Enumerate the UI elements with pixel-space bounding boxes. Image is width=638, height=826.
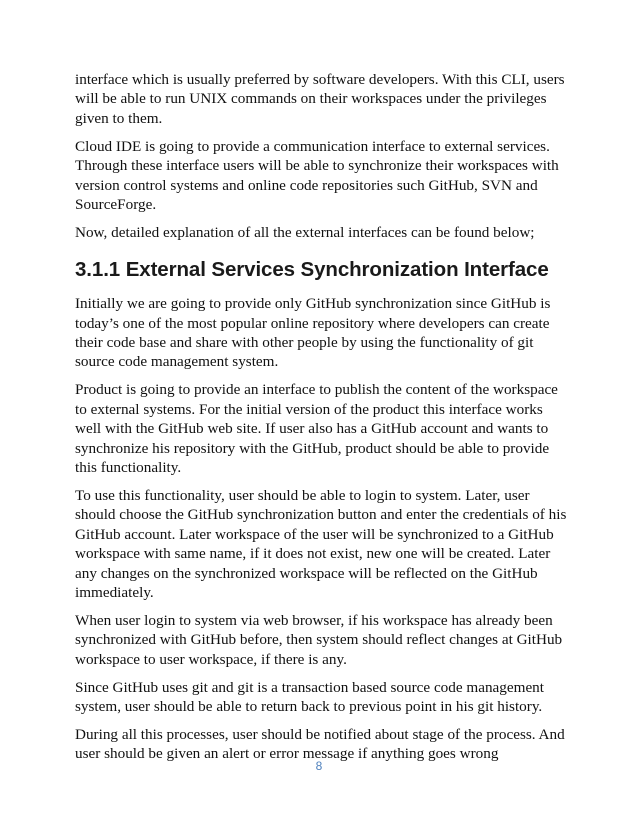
paragraph-communication-interface: Cloud IDE is going to provide a communication interface to external services. Through these interface users will be able to synchronize their workspaces with version control systems and online code repositories such GitHub, SVN and SourceForge. bbox=[75, 137, 559, 213]
paragraph-explanation-intro: Now, detailed explanation of all the external interfaces can be found below; bbox=[75, 223, 535, 241]
paragraph-browser-login: When user login to system via web browser, if his workspace has already been synchronized with GitHub before, then system should reflect changes at GitHub workspace to user workspace, if there is any. bbox=[75, 611, 563, 668]
paragraph-notifications: During all this processes, user should be notified about stage of the process. And user should be given an alert or error message if anything goes wrong bbox=[75, 725, 565, 763]
section-heading: 3.1.1 External Services Synchronization Interface bbox=[75, 258, 549, 282]
paragraph-git-history: Since GitHub uses git and git is a transaction based source code management system, user should be able to return back to previous point in his git history. bbox=[75, 678, 544, 715]
paragraph-login-sync: To use this functionality, user should be able to login to system. Later, user should choose the GitHub synchronization button and enter the credentials of his GitHub account. Later workspace of the user will be synchronized to a GitHub workspace with same name, if it does not exist, new one will be created. Later any changes on the synchronized workspace will be reflected on the GitHub immediately. bbox=[75, 486, 567, 601]
paragraph-github-initial: Initially we are going to provide only GitHub synchronization since GitHub is today’s one of the most popular online repository where developers can create their code base and share with other people by using the functionality of git source code management system. bbox=[75, 295, 551, 371]
page-number: 8 bbox=[315, 759, 323, 773]
document-page bbox=[75, 70, 570, 772]
paragraph-publish-interface: Product is going to provide an interface to publish the content of the workspace to external systems. For the initial version of the product this interface works well with the GitHub web site. If user also has a GitHub account and wants to synchronize his repository with the GitHub, product should be able to provide this functionality. bbox=[75, 381, 558, 476]
paragraph-cli-interface: interface which is usually preferred by software developers. With this CLI, users will be able to run UNIX commands on their workspaces under the privileges given to them. bbox=[75, 71, 565, 127]
